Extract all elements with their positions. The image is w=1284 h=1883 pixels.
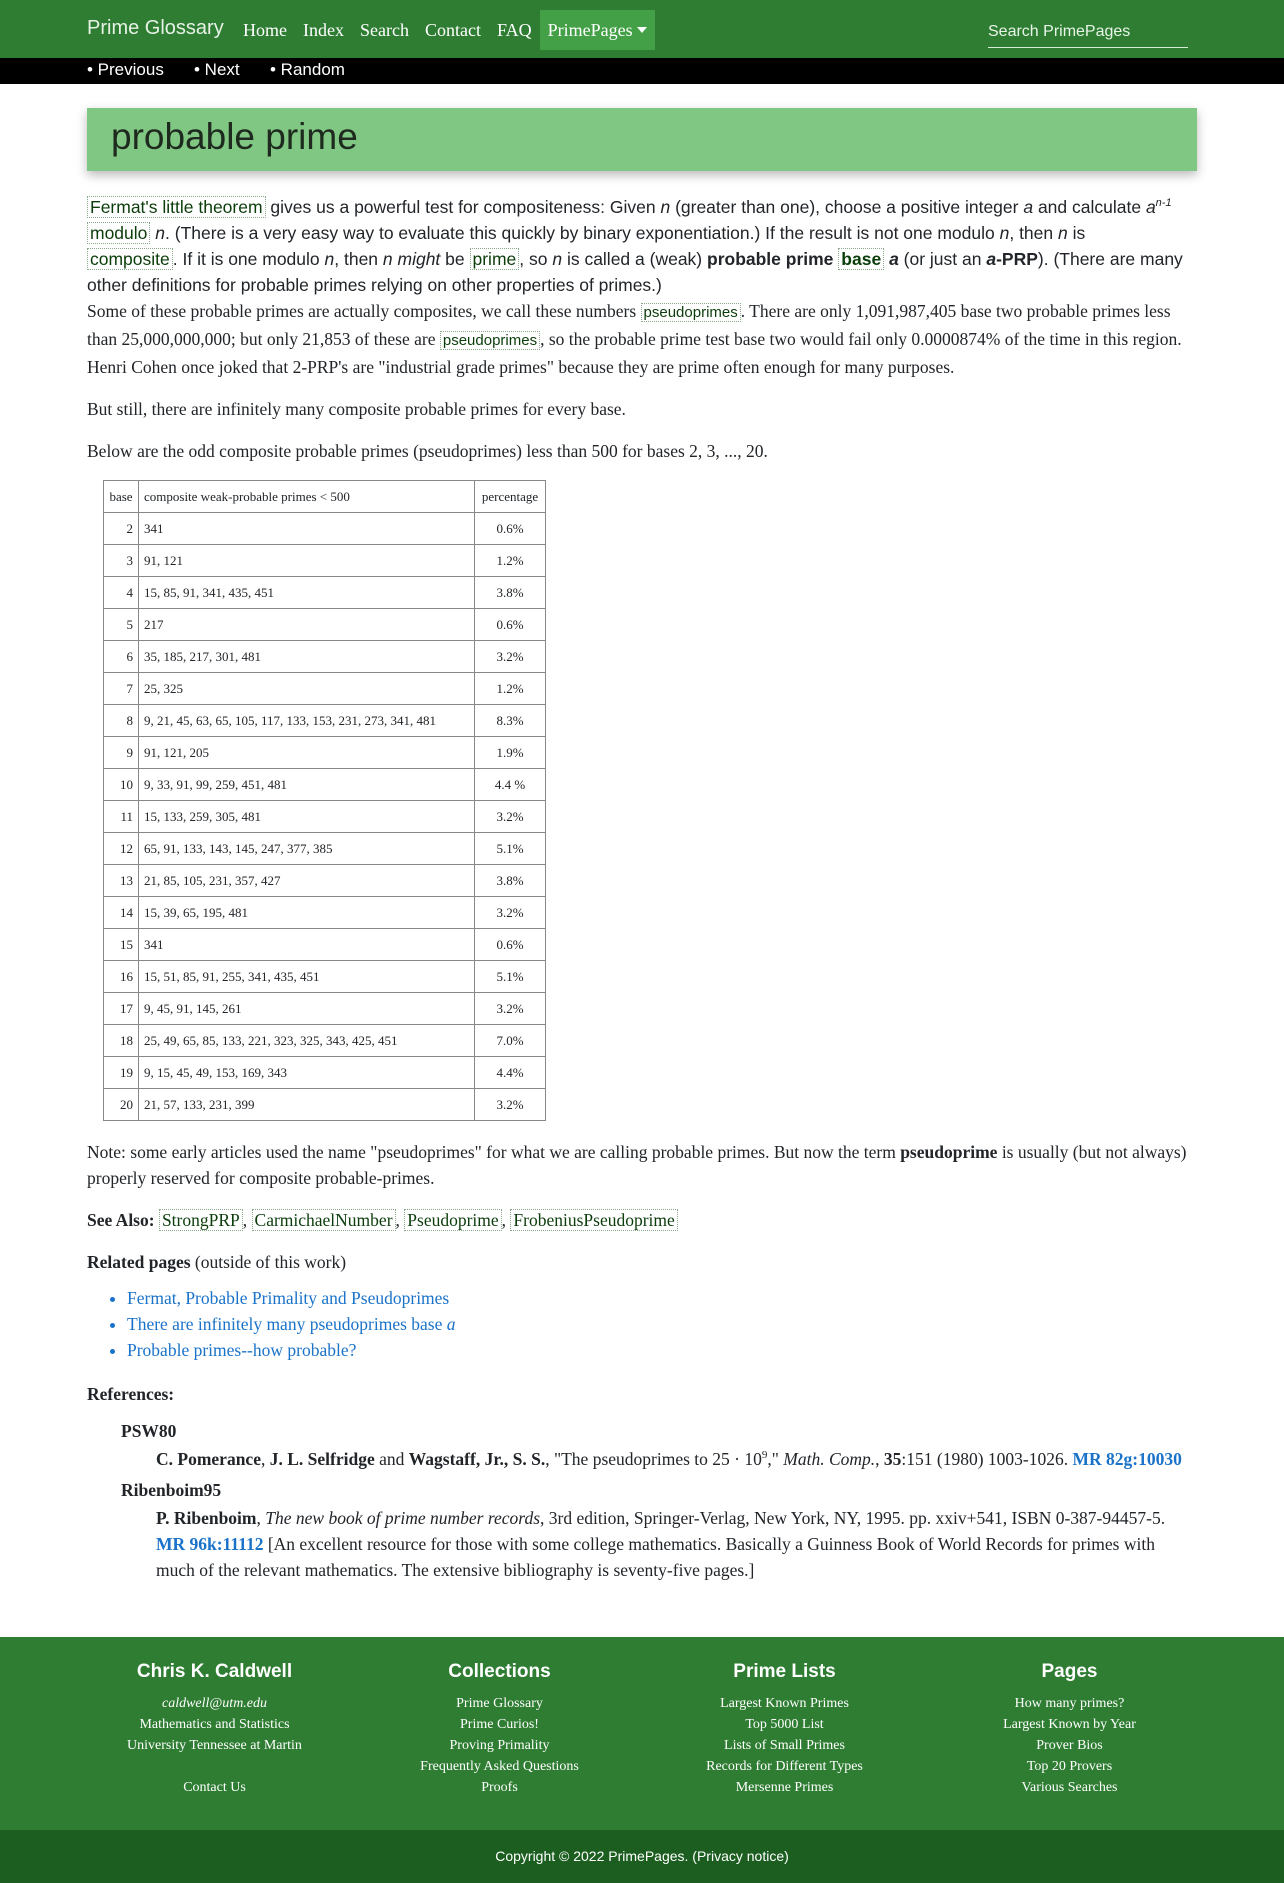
nav-index[interactable]: Index bbox=[303, 20, 344, 40]
nav-contact[interactable]: Contact bbox=[424, 20, 481, 40]
cell-primes: 9, 21, 45, 63, 65, 105, 117, 133, 153, 231, 273, 341, 481 bbox=[139, 705, 475, 737]
nav-search[interactable]: Search bbox=[359, 20, 409, 40]
cell-primes: 25, 325 bbox=[139, 673, 475, 705]
footer-link[interactable]: Proofs bbox=[481, 1780, 518, 1795]
header-percentage: percentage bbox=[475, 481, 546, 513]
footer-title: Collections bbox=[448, 1661, 551, 1682]
cell-percentage: 0.6% bbox=[475, 929, 546, 961]
table-row bbox=[104, 737, 546, 769]
list-item bbox=[127, 1311, 1197, 1337]
exponent: 9 bbox=[761, 1449, 768, 1462]
intro-text: ). (There are many other definitions for probable primes relying on other properties of primes.) bbox=[87, 249, 1183, 295]
mr-link-96k11112[interactable]: MR 96k:11112 bbox=[156, 1534, 264, 1554]
related-link-infinitely[interactable] bbox=[127, 1314, 456, 1334]
cell-primes: 217 bbox=[139, 609, 475, 641]
footer-title: Pages bbox=[1041, 1661, 1098, 1682]
cell-base: 17 bbox=[104, 993, 139, 1025]
table-row bbox=[104, 961, 546, 993]
var-a: a bbox=[1145, 197, 1156, 217]
note-text: Note: some early articles used the name "pseudoprimes" for what we are calling probable primes. But now the term bbox=[87, 1142, 901, 1162]
var-n: n bbox=[1058, 223, 1068, 243]
random-link[interactable]: • Random bbox=[270, 60, 345, 79]
intro-text: , so bbox=[519, 249, 553, 269]
intro-text: is called a (weak) bbox=[562, 249, 707, 269]
cell-base: 19 bbox=[104, 1057, 139, 1089]
exponent: n-1 bbox=[1155, 197, 1172, 210]
intro-text: gives us a powerful test for compositeness: Given bbox=[265, 197, 661, 217]
table-row bbox=[104, 1089, 546, 1121]
table-row bbox=[104, 897, 546, 929]
chevron-down-icon bbox=[637, 27, 647, 33]
footer-dept: Mathematics and Statistics bbox=[139, 1717, 290, 1732]
table-body bbox=[104, 513, 546, 1121]
cell-base: 13 bbox=[104, 865, 139, 897]
footer-link[interactable]: Proving Primality bbox=[449, 1738, 550, 1753]
cell-primes: 15, 51, 85, 91, 255, 341, 435, 451 bbox=[139, 961, 475, 993]
var-n-might: n might bbox=[382, 249, 441, 269]
footer-link[interactable]: Prime Curios! bbox=[460, 1717, 539, 1732]
cell-base: 18 bbox=[104, 1025, 139, 1057]
related-link-how-probable[interactable]: Probable primes--how probable? bbox=[127, 1340, 357, 1360]
cell-base: 4 bbox=[104, 577, 139, 609]
cell-base: 10 bbox=[104, 769, 139, 801]
var-n: n bbox=[552, 249, 563, 269]
cell-percentage: 1.2% bbox=[475, 673, 546, 705]
nav-links bbox=[235, 10, 655, 50]
see-also-label: See Also: bbox=[87, 1210, 155, 1230]
ref-text: and bbox=[374, 1449, 409, 1469]
table-row bbox=[104, 929, 546, 961]
intro-text: . If it is one modulo bbox=[172, 249, 325, 269]
intro-paragraph bbox=[87, 194, 1197, 298]
author: P. Ribenboim bbox=[156, 1508, 257, 1528]
cell-primes: 341 bbox=[139, 513, 475, 545]
copyright-bar: Copyright © 2022 PrimePages. (Privacy notice) bbox=[0, 1830, 1284, 1883]
cell-primes: 21, 57, 133, 231, 399 bbox=[139, 1089, 475, 1121]
brand-link[interactable]: Prime Glossary bbox=[87, 17, 224, 39]
reference-body: P. Ribenboim, The new book of prime number records, 3rd edition, Springer-Verlag, New York, NY, 1995. pp. xxiv+541, ISBN 0-387-94457-5. MR 96k:11112 [An excellent resource for those with some college mathematics. Basically a Guinness Book of World Records for primes with much of the relevant mathematics. The extensive bibliography is seventy-five pages.] bbox=[156, 1508, 1166, 1580]
reference-key: Ribenboim95 bbox=[121, 1480, 222, 1500]
glossary-link-pseudoprimes[interactable]: pseudoprimes bbox=[641, 303, 741, 322]
footer-link[interactable]: Top 20 Provers bbox=[1026, 1759, 1113, 1774]
table-row bbox=[104, 673, 546, 705]
cell-percentage: 0.6% bbox=[475, 513, 546, 545]
cell-primes: 9, 15, 45, 49, 153, 169, 343 bbox=[139, 1057, 475, 1089]
top-navbar bbox=[0, 0, 1284, 58]
reference-body: C. Pomerance, J. L. Selfridge and Wagstaff, Jr., S. S., "The pseudoprimes to $25 \cdot 10^9$," Math. Comp., 35:151 (1980) 1003-1026. MR 82g:10030 bbox=[156, 1449, 1182, 1469]
see-also: See Also: StrongPRP , CarmichaelNumber , Pseudoprime , FrobeniusPseudoprime bbox=[87, 1207, 1197, 1233]
cell-primes: 91, 121, 205 bbox=[139, 737, 475, 769]
cell-percentage: 8.3% bbox=[475, 705, 546, 737]
glossary-link-modulo[interactable]: modulo bbox=[87, 222, 150, 244]
reference-ribenboim95 bbox=[87, 1480, 1197, 1583]
reference-psw80 bbox=[87, 1421, 1197, 1472]
footer-link[interactable]: Various Searches bbox=[1021, 1780, 1118, 1795]
related-label: Related pages bbox=[87, 1252, 191, 1272]
previous-link[interactable]: • Previous bbox=[87, 60, 164, 79]
cell-base: 7 bbox=[104, 673, 139, 705]
related-suffix: (outside of this work) bbox=[190, 1252, 347, 1272]
var-n: n bbox=[999, 223, 1010, 243]
main-content bbox=[87, 194, 1197, 1583]
pseudoprimes-paragraph bbox=[87, 298, 1197, 380]
cell-percentage: 3.2% bbox=[475, 641, 546, 673]
author: J. L. Selfridge bbox=[269, 1449, 375, 1469]
cell-base: 12 bbox=[104, 833, 139, 865]
glossary-link-fermat[interactable]: Fermat's little theorem bbox=[87, 196, 266, 218]
cell-base: 5 bbox=[104, 609, 139, 641]
pseudoprime-table bbox=[103, 480, 546, 1121]
footer-link[interactable]: Frequently Asked Questions bbox=[420, 1759, 579, 1774]
cell-primes: 15, 133, 259, 305, 481 bbox=[139, 801, 475, 833]
journal: Math. Comp. bbox=[783, 1449, 876, 1469]
var-a: a bbox=[889, 249, 899, 269]
footer-link[interactable]: How many primes? bbox=[1014, 1696, 1125, 1711]
footer-link[interactable]: Prime Glossary bbox=[456, 1696, 543, 1711]
glossary-link-prime[interactable]: prime bbox=[470, 248, 520, 270]
dropdown-label: PrimePages bbox=[547, 20, 633, 40]
var-n: n bbox=[660, 197, 671, 217]
var-a: a bbox=[1023, 197, 1034, 217]
related-link-fermat[interactable]: Fermat, Probable Primality and Pseudoprimes bbox=[127, 1288, 450, 1308]
intro-text: and calculate bbox=[1033, 197, 1146, 217]
nav-primepages-dropdown[interactable] bbox=[540, 10, 655, 50]
volume: 35 bbox=[883, 1449, 902, 1469]
cell-percentage: 1.2% bbox=[475, 545, 546, 577]
intro-text: (or just an bbox=[898, 249, 987, 269]
cell-primes: 9, 45, 91, 145, 261 bbox=[139, 993, 475, 1025]
ref-text: :151 (1980) 1003-1026. bbox=[901, 1449, 1073, 1469]
related-pages-heading bbox=[87, 1249, 1197, 1275]
cell-base: 2 bbox=[104, 513, 139, 545]
cell-percentage: 0.6% bbox=[475, 609, 546, 641]
cell-primes: 91, 121 bbox=[139, 545, 475, 577]
see-also-strongprp[interactable]: StrongPRP bbox=[159, 1209, 243, 1231]
cell-percentage: 4.4 % bbox=[475, 769, 546, 801]
cell-percentage: 3.8% bbox=[475, 577, 546, 609]
list-item bbox=[127, 1285, 1197, 1311]
cell-primes: 25, 49, 65, 85, 133, 221, 323, 325, 343, 425, 451 bbox=[139, 1025, 475, 1057]
ref-title: , "The pseudoprimes to 25 · 10 bbox=[545, 1449, 762, 1469]
var-n: n bbox=[324, 249, 335, 269]
footer-col-prime-lists bbox=[642, 1661, 927, 1798]
footer-university: University Tennessee at Martin bbox=[127, 1738, 302, 1753]
footer-link[interactable]: Top 5000 List bbox=[745, 1717, 824, 1732]
cell-percentage: 3.8% bbox=[475, 865, 546, 897]
cell-percentage: 4.4% bbox=[475, 1057, 546, 1089]
footer-link[interactable]: Largest Known Primes bbox=[720, 1696, 849, 1711]
nav-home[interactable]: Home bbox=[243, 20, 287, 40]
glossary-link-base[interactable]: base bbox=[838, 248, 884, 270]
footer-col-pages bbox=[927, 1661, 1212, 1798]
footer bbox=[0, 1637, 1284, 1830]
cell-percentage: 3.2% bbox=[475, 993, 546, 1025]
cell-primes: 341 bbox=[139, 929, 475, 961]
author: Wagstaff, Jr., S. S. bbox=[408, 1449, 546, 1469]
glossary-link-composite[interactable]: composite bbox=[87, 248, 173, 270]
ref-text: , 3rd edition, Springer-Verlag, New York, NY, 1995. pp. xxiv+541, ISBN 0-387-94457-5. bbox=[540, 1508, 1166, 1528]
table-row bbox=[104, 865, 546, 897]
header-base: base bbox=[104, 481, 139, 513]
cell-primes: 35, 185, 217, 301, 481 bbox=[139, 641, 475, 673]
table-row bbox=[104, 769, 546, 801]
table-row bbox=[104, 513, 546, 545]
page-title: probable prime bbox=[111, 116, 358, 157]
cell-primes: 65, 91, 133, 143, 145, 247, 377, 385 bbox=[139, 833, 475, 865]
term-pseudoprime: pseudoprime bbox=[900, 1142, 998, 1162]
cell-base: 6 bbox=[104, 641, 139, 673]
cell-primes: 21, 85, 105, 231, 357, 427 bbox=[139, 865, 475, 897]
author: C. Pomerance bbox=[156, 1449, 261, 1469]
see-also-frobenius[interactable]: FrobeniusPseudoprime bbox=[510, 1209, 677, 1231]
title-card bbox=[87, 108, 1197, 171]
footer-email[interactable]: caldwell@utm.edu bbox=[161, 1696, 268, 1711]
nav-faq[interactable]: FAQ bbox=[496, 20, 532, 40]
next-link[interactable]: • Next bbox=[194, 60, 240, 79]
infinitely-many-paragraph: But still, there are infinitely many composite probable primes for every base. bbox=[87, 399, 626, 419]
table-row bbox=[104, 1057, 546, 1089]
cell-percentage: 7.0% bbox=[475, 1025, 546, 1057]
table-row bbox=[104, 705, 546, 737]
table-row bbox=[104, 641, 546, 673]
cell-percentage: 1.9% bbox=[475, 737, 546, 769]
footer-title: Chris K. Caldwell bbox=[136, 1661, 293, 1682]
footer-contact-us[interactable]: Contact Us bbox=[183, 1780, 246, 1795]
cell-percentage: 5.1% bbox=[475, 961, 546, 993]
references-heading: References: bbox=[87, 1384, 175, 1404]
cell-base: 8 bbox=[104, 705, 139, 737]
footer-link[interactable]: Prover Bios bbox=[1036, 1738, 1103, 1753]
list-item bbox=[127, 1337, 1197, 1363]
cell-base: 3 bbox=[104, 545, 139, 577]
related-link-text: There are infinitely many pseudoprimes base bbox=[127, 1314, 447, 1334]
reference-key: PSW80 bbox=[121, 1421, 177, 1441]
cell-base: 16 bbox=[104, 961, 139, 993]
table-intro-paragraph: Below are the odd composite probable primes (pseudoprimes) less than 500 for bases 2, 3, ..., 20. bbox=[87, 441, 768, 461]
table-header-row bbox=[104, 481, 546, 513]
para-text: , so the probable prime test base two would fail only 0.0000874% of the time in this region. Henri Cohen once joked that 2-PRP's are "industrial grade primes" because they are prime often enough for many purposes. bbox=[87, 329, 1182, 377]
cell-percentage: 3.2% bbox=[475, 897, 546, 929]
term-prp: -PRP bbox=[996, 249, 1038, 269]
search-input[interactable] bbox=[988, 17, 1188, 48]
table-row bbox=[104, 609, 546, 641]
table-row bbox=[104, 545, 546, 577]
note-text: is usually (but not always) properly reserved for composite probable-primes. bbox=[87, 1142, 1187, 1188]
glossary-link-pseudoprimes-2[interactable]: pseudoprimes bbox=[440, 331, 540, 350]
para-text: . There are only 1,091,987,405 base two probable primes less than 25,000,000,000; but only 21,853 of these are bbox=[87, 301, 1171, 349]
cell-percentage: 3.2% bbox=[475, 801, 546, 833]
cell-base: 9 bbox=[104, 737, 139, 769]
table-row bbox=[104, 833, 546, 865]
footer-col-collections bbox=[357, 1661, 642, 1798]
mr-link-82g10030[interactable]: MR 82g:10030 bbox=[1072, 1449, 1182, 1469]
cell-base: 11 bbox=[104, 801, 139, 833]
table-row bbox=[104, 993, 546, 1025]
footer-link[interactable]: Mersenne Primes bbox=[735, 1780, 834, 1795]
footer-col-author bbox=[72, 1661, 357, 1798]
cell-primes: 9, 33, 91, 99, 259, 451, 481 bbox=[139, 769, 475, 801]
table-row bbox=[104, 1025, 546, 1057]
ref-text: ," bbox=[767, 1449, 784, 1469]
intro-text: (greater than one), choose a positive integer bbox=[670, 197, 1024, 217]
footer-title: Prime Lists bbox=[733, 1661, 836, 1682]
intro-text: , then bbox=[334, 249, 383, 269]
see-also-carmichael[interactable]: CarmichaelNumber bbox=[252, 1209, 396, 1231]
ref-note: [An excellent resource for those with some college mathematics. Basically a Guinness Book of World Records for primes with much of the relevant mathematics. The extensive bibliography is seventy-five pages.] bbox=[156, 1534, 1155, 1580]
cell-percentage: 3.2% bbox=[475, 1089, 546, 1121]
cell-base: 15 bbox=[104, 929, 139, 961]
cell-base: 20 bbox=[104, 1089, 139, 1121]
var-a: a bbox=[446, 1314, 456, 1334]
see-also-pseudoprime[interactable]: Pseudoprime bbox=[404, 1209, 501, 1231]
footer-link[interactable]: Records for Different Types bbox=[706, 1759, 863, 1774]
book-title: The new book of prime number records bbox=[265, 1508, 541, 1528]
footer-link[interactable]: Lists of Small Primes bbox=[724, 1738, 845, 1753]
intro-text: , then bbox=[1009, 223, 1058, 243]
cell-primes: 15, 39, 65, 195, 481 bbox=[139, 897, 475, 929]
secondary-navbar bbox=[0, 58, 1284, 84]
header-primes: composite weak-probable primes < 500 bbox=[139, 481, 475, 513]
term-probable-prime: probable prime bbox=[707, 249, 834, 269]
intro-text: . (There is a very easy way to evaluate this quickly by binary exponentiation.) If the result is not one modulo bbox=[165, 223, 1000, 243]
intro-text: be bbox=[440, 249, 470, 269]
table-row bbox=[104, 801, 546, 833]
footer-link[interactable]: Largest Known by Year bbox=[1003, 1717, 1136, 1732]
related-list bbox=[87, 1285, 1197, 1363]
table-row bbox=[104, 577, 546, 609]
cell-percentage: 5.1% bbox=[475, 833, 546, 865]
cell-primes: 15, 85, 91, 341, 435, 451 bbox=[139, 577, 475, 609]
var-a: a bbox=[986, 249, 997, 269]
cell-base: 14 bbox=[104, 897, 139, 929]
para-text: Some of these probable primes are actually composites, we call these numbers bbox=[87, 301, 641, 321]
intro-text: is bbox=[1067, 223, 1086, 243]
note-paragraph bbox=[87, 1139, 1197, 1191]
var-n: n bbox=[155, 223, 166, 243]
